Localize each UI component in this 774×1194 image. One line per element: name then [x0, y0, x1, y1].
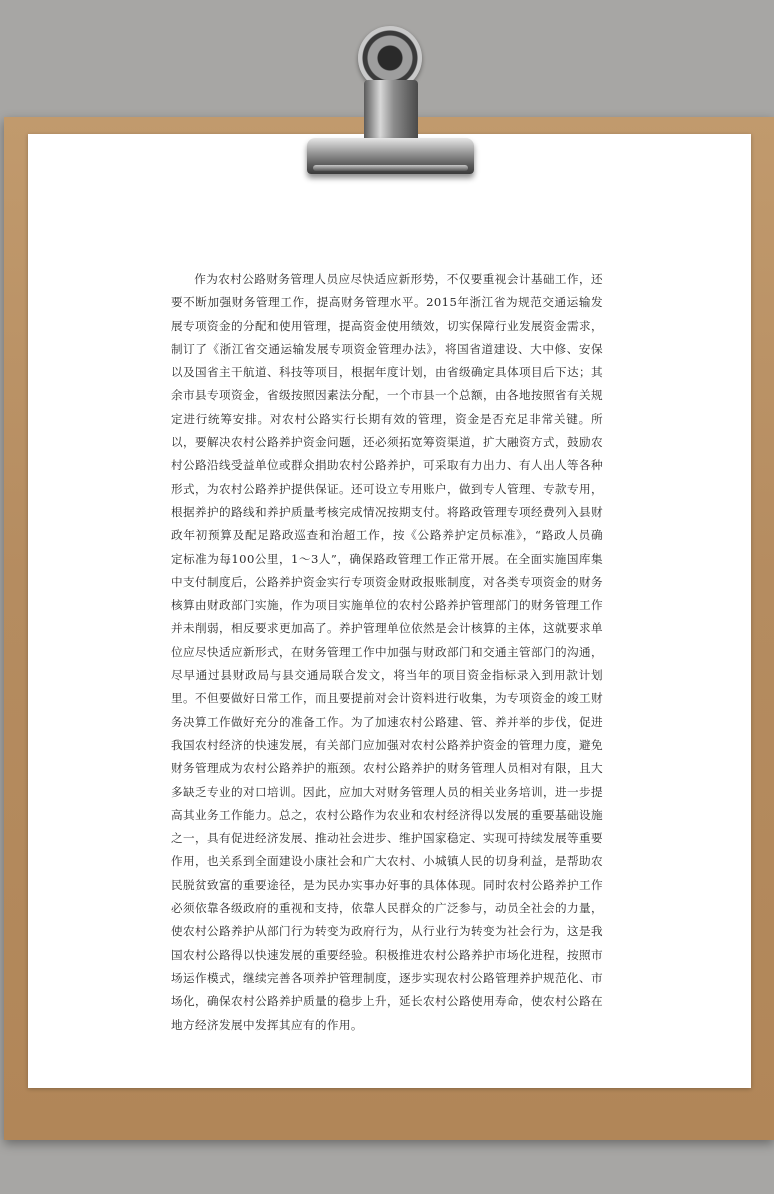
binder-clip-neck — [364, 80, 418, 142]
document-paragraph: 作为农村公路财务管理人员应尽快适应新形势，不仅要重视会计基础工作，还要不断加强财务管理工作，提高财务管理水平。2015年浙江省为规范交通运输发展专项资金的分配和使用管理，提高资金使用绩效，切实保障行业发展资金需求，制订了《浙江省交通运输发展专项资金管理办法》，将国省道建设、大中修、安保以及国省主干航道、科技等项目，根据年度计划，由省级确定具体项目后下达；其余市县专项资金，省级按照因素法分配，一个市县一个总额，由各地按照省有关规定进行统筹安排。对农村公路实行长期有效的管理，资金是否充足非常关键。所以，要解决农村公路养护资金问题，还必须拓宽筹资渠道，扩大融资方式，鼓励农村公路沿线受益单位或群众捐助农村公路养护，可采取有力出力、有人出人等各种形式，为农村公路养护提供保证。还可设立专用账户，做到专人管理、专款专用，根据养护的路线和养护质量考核完成情况按期支付。将路政管理专项经费列入县财政年初预算及配足路政巡查和治超工作，按《公路养护定员标准》，“路政人员确定标准为每100公里，1～3人”，确保路政管理工作正常开展。在全面实施国库集中支付制度后，公路养护资金实行专项资金财政报账制度，对各类专项资金的财务核算由财政部门实施，作为项目实施单位的农村公路养护管理部门的财务管理工作并未削弱，相反要求更加高了。养护管理单位依然是会计核算的主体，这就要求单位应尽快适应新形式，在财务管理工作中加强与财政部门和交通主管部门的沟通，尽早通过县财政局与县交通局联合发文，将当年的项目资金指标录入到用款计划里。不但要做好日常工作，而且要提前对会计资料进行收集，为专项资金的竣工财务决算工作做好充分的准备工作。为了加速农村公路建、管、养并举的步伐，促进我国农村经济的快速发展，有关部门应加强对农村公路养护资金的管理力度，避免财务管理成为农村公路养护的瓶颈。农村公路养护的财务管理人员相对有限，且大多缺乏专业的对口培训。因此，应加大对财务管理人员的相关业务培训，进一步提高其业务工作能力。总之，农村公路作为农业和农村经济得以发展的重要基础设施之一，具有促进经济发展、推动社会进步、维护国家稳定、实现可持续发展等重要作用，也关系到全面建设小康社会和广大农村、小城镇人民的切身利益，是帮助农民脱贫致富的重要途径，是为民办实事办好事的具体体现。同时农村公路养护工作必须依靠各级政府的重视和支持，依靠人民群众的广泛参与，动员全社会的力量，使农村公路养护从部门行为转变为政府行为，从行业行为转变为社会行为，这是我国农村公路得以快速发展的重要经验。积极推进农村公路养护市场化进程，按照市场运作模式，继续完善各项养护管理制度，逐步实现农村公路管理养护规范化、市场化，确保农村公路养护质量的稳步上升，延长农村公路使用寿命，使农村公路在地方经济发展中发挥其应有的作用。 — [171, 272, 603, 1032]
binder-clip-icon — [307, 138, 474, 174]
